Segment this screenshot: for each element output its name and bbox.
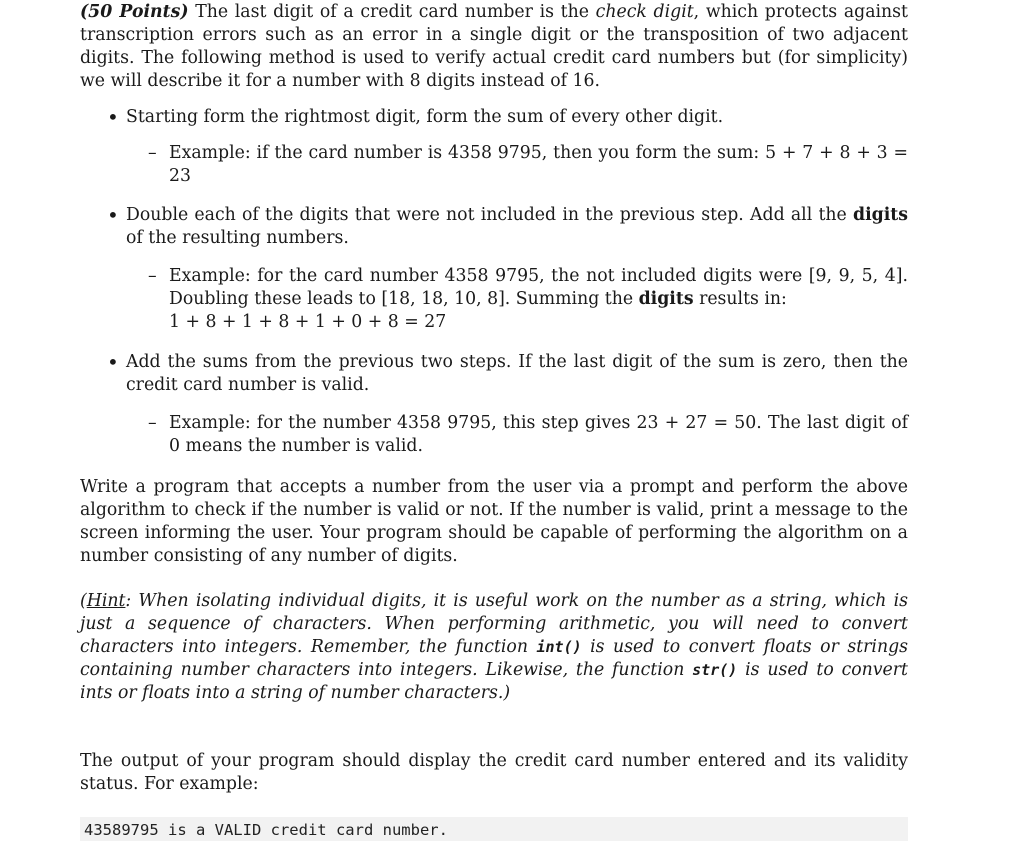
hint-label: Hint: [86, 591, 126, 611]
str-function: str(): [692, 661, 738, 679]
step-3-text: Add the sums from the previous two steps. If the last digit of the sum is zero, then the credit card number is valid.: [126, 352, 908, 395]
intro-part-2: , which protects against transcription errors such as an error in a single digit or the transposition of two adjacent digits. The following method is used to verify actual credit card numbers but (for simplicity) we will describe it for a number with 8 digits instead of 16.: [80, 2, 908, 91]
step-2-example-part-1: Example: for the card number 4358 9795, the not included digits were [9, 9, 5, 4]. Doubling these leads to [18, 18, 10, 8]. Summing the: [169, 266, 908, 309]
hint-part-1: : When isolating individual digits, it is useful work on the number as a string, which is just a sequence of characters. When performing arithmetic, you will need to convert characters into integers. Remember, the function: [80, 591, 908, 657]
step-3: [80, 351, 908, 458]
output-example-code: 43589795 is a VALID credit card number.: [80, 817, 908, 841]
output-intro: The output of your program should display the credit card number entered and its validity status. For example:: [80, 751, 908, 794]
step-3-example: [126, 412, 908, 458]
step-1: [80, 106, 908, 188]
points-label: (50 Points): [80, 2, 189, 22]
hint-part-2: is used to convert floats or strings containing number characters into integers. Likewise, the function: [80, 637, 909, 680]
step-2-text-part-1: Double each of the digits that were not included in the previous step. Add all the: [126, 205, 853, 225]
step-2: [80, 204, 908, 334]
step-2-example-part-2: results in:: [693, 289, 787, 309]
int-function: int(): [536, 638, 582, 656]
hint-paragraph: [80, 590, 908, 705]
dash-marker: –: [148, 266, 157, 286]
step-1-text: Starting form the rightmost digit, form the sum of every other digit.: [126, 107, 724, 127]
task-paragraph: Write a program that accepts a number from the user via a prompt and perform the above algorithm to check if the number is valid or not. If the number is valid, print a message to the screen informing the user. Your program should be capable of performing the algorithm on a number consisting of any number of digits.: [80, 477, 908, 566]
intro-part-1: The last digit of a credit card number is the: [188, 2, 596, 22]
dash-marker: –: [148, 413, 157, 433]
step-2-text-part-2: of the resulting numbers.: [126, 228, 349, 248]
step-2-example: [126, 265, 908, 334]
hint-open-paren: (: [80, 591, 87, 611]
step-2-example-equation: 1 + 8 + 1 + 8 + 1 + 0 + 8 = 27: [169, 312, 447, 332]
problem-intro: [80, 1, 908, 93]
step-2-text-bold: digits: [852, 205, 908, 225]
document-page: [80, 0, 908, 841]
hint-part-3: is used to convert ints or floats into a string of number characters.): [80, 660, 908, 703]
step-1-example: [126, 142, 908, 188]
step-2-example-bold: digits: [638, 289, 694, 309]
algorithm-steps: [80, 106, 908, 458]
step-1-example-text: Example: if the card number is 4358 9795, then you form the sum: 5 + 7 + 8 + 3 = 23: [169, 143, 908, 186]
check-digit-term: check digit: [595, 2, 694, 22]
dash-marker: –: [148, 143, 157, 163]
step-3-example-text: Example: for the number 4358 9795, this step gives 23 + 27 = 50. The last digit of 0 means the number is valid.: [169, 413, 908, 456]
